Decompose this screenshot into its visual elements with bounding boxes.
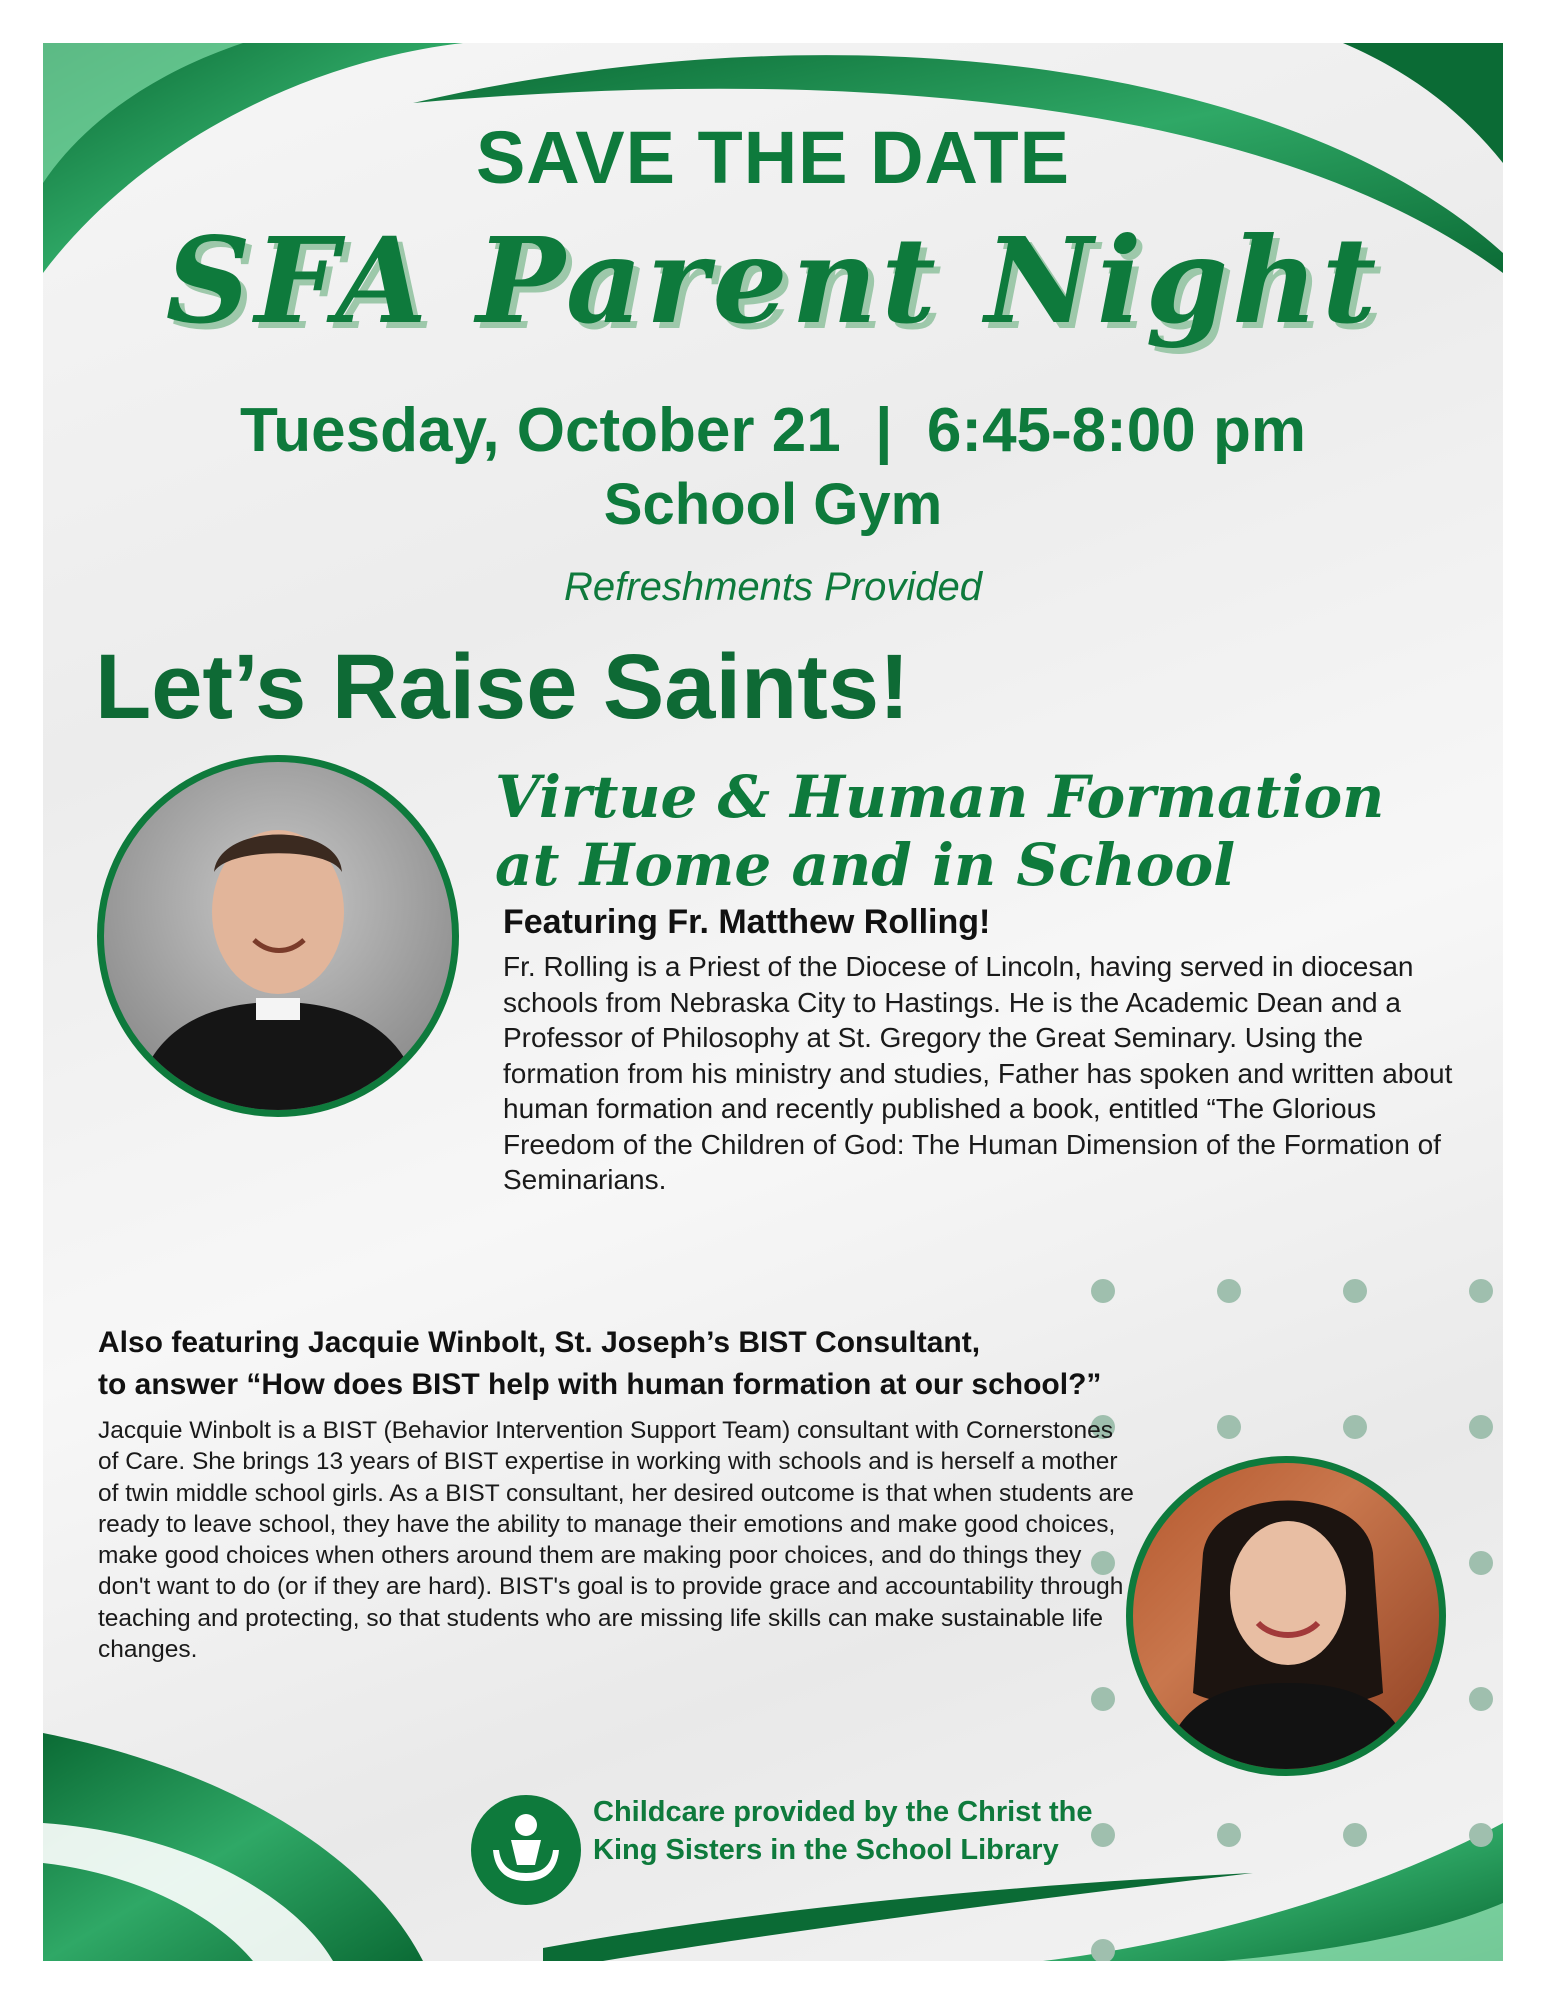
tagline: Let’s Raise Saints! [95, 636, 910, 738]
portrait-figure-icon [1133, 1463, 1439, 1769]
refreshments-note: Refreshments Provided [564, 565, 982, 609]
flyer [43, 43, 1503, 1961]
event-date-time: Tuesday, October 21 | 6:45-8:00 pm [240, 396, 1306, 465]
second-speaker-heading-line-1: Also featuring Jacquie Winbolt, St. Joseph’s BIST Consultant, [98, 1326, 981, 1359]
talk-title-line-2: at Home and in School [495, 831, 1236, 899]
speaker-bio-fr-rolling: Fr. Rolling is a Priest of the Diocese of Lincoln, having served in diocesan schools from Nebraska City to Hastings. He is the Academic Dean and a Professor of Philosophy at St. Gregory the Great Seminary. Using the formation from his ministry and studies, Father has spoken and written about human formation and recently published a book, entitled “The Glorious Freedom of the Children of God: The Human Dimension of the Formation of Seminarians. [503, 951, 1453, 1195]
portrait-figure-icon [104, 762, 452, 1110]
child-care-icon [471, 1795, 581, 1905]
event-location: School Gym [603, 472, 943, 537]
childcare-note: Childcare provided by the Christ the King Sisters in the School Library [593, 1796, 1093, 1866]
speaker-photo-jacquie-winbolt [1126, 1456, 1446, 1776]
second-speaker-heading-line-2: to answer “How does BIST help with human formation at our school?” [98, 1368, 1102, 1401]
talk-title [495, 763, 1485, 899]
featuring-heading: Featuring Fr. Matthew Rolling! [503, 903, 991, 941]
speaker-photo-fr-rolling [97, 755, 459, 1117]
speaker-bio-jacquie-winbolt: Jacquie Winbolt is a BIST (Behavior Intervention Support Team) consultant with Cornerstones of Care. She brings 13 years of BIST expertise in working with schools and is herself a mother of twin middle school girls. As a BIST consultant, her desired outcome is that when students are ready to leave school, they have the ability to manage their emotions and make good choices, make good choices when others around them are making poor choices, and do things they don't want to do (or if they are hard). BIST's goal is to provide grace and accountability through teaching and protecting, so that students who are missing life skills can make sustainable life changes. [98, 1417, 1134, 1664]
event-title: SFA Parent Night [165, 211, 1381, 350]
save-the-date-heading: SAVE THE DATE [475, 116, 1071, 199]
talk-title-line-1: Virtue & Human Formation [495, 763, 1385, 831]
